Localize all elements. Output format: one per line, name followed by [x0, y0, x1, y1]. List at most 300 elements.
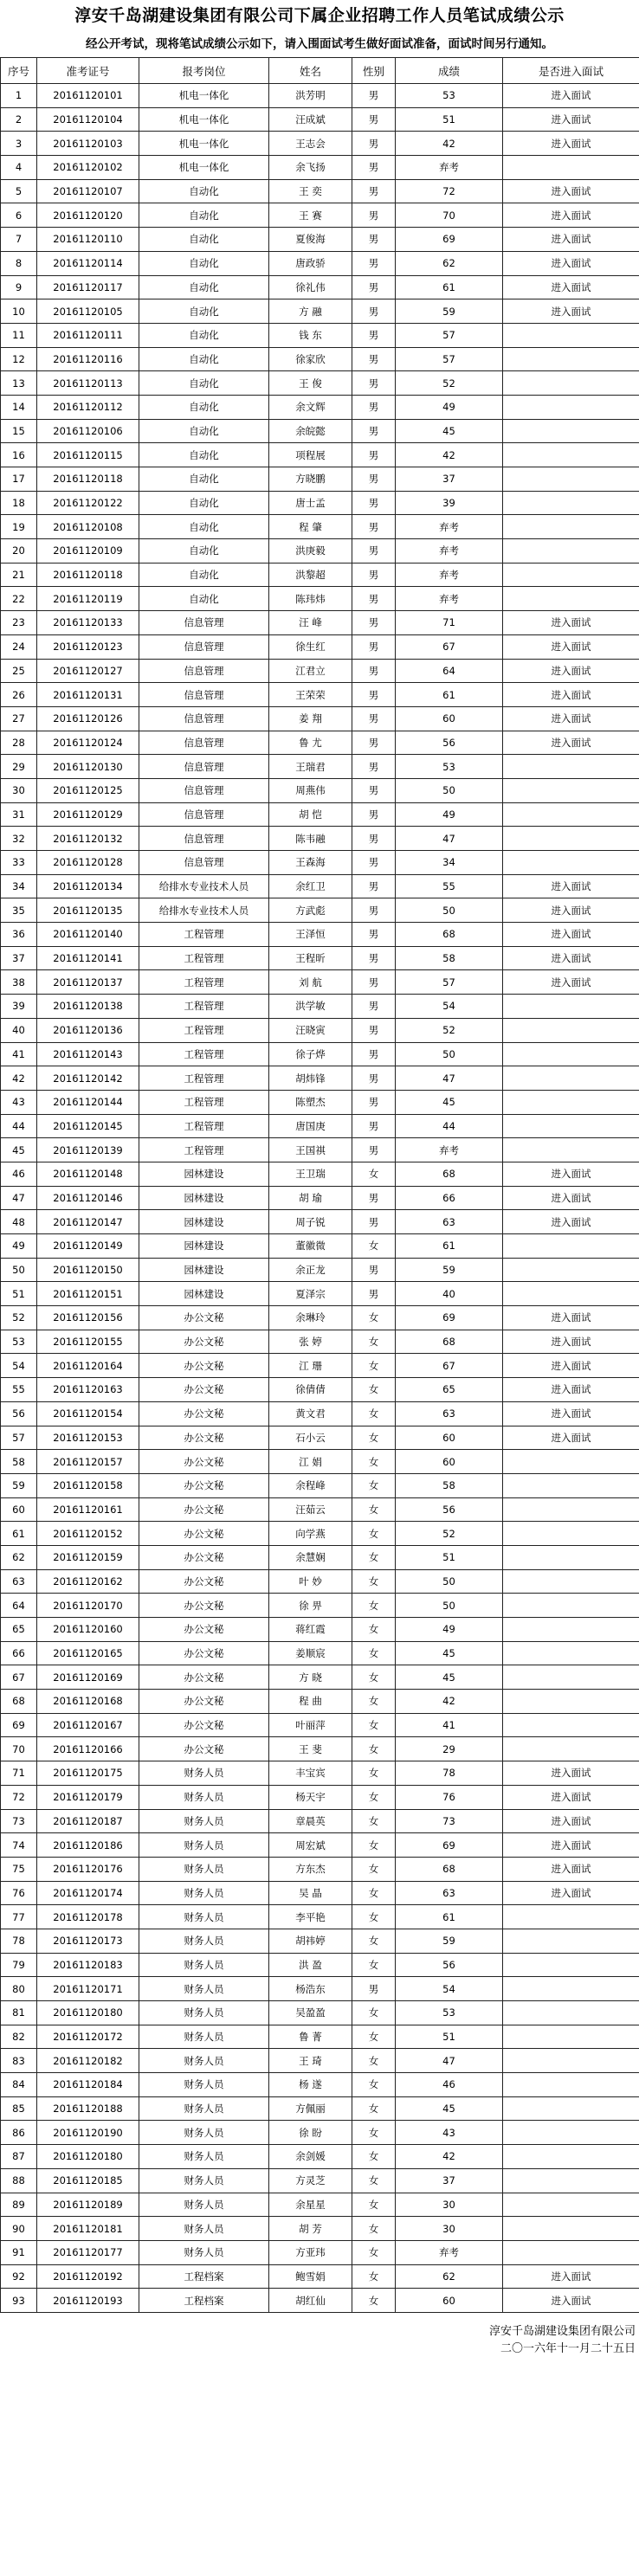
cell-exam-id: 20161120161 — [37, 1497, 139, 1522]
table-row — [1, 1522, 639, 1546]
cell-gender: 女 — [352, 1737, 396, 1761]
header-gender: 性别 — [352, 58, 396, 84]
table-row — [1, 587, 639, 611]
cell-score: 53 — [396, 2001, 503, 2025]
table-row — [1, 611, 639, 635]
cell-score: 63 — [396, 1401, 503, 1426]
cell-gender: 男 — [352, 299, 396, 324]
header-score: 成绩 — [396, 58, 503, 84]
table-row — [1, 539, 639, 564]
cell-exam-id: 20161120127 — [37, 659, 139, 683]
cell-gender: 男 — [352, 683, 396, 707]
cell-exam-id: 20161120162 — [37, 1569, 139, 1594]
cell-seq: 54 — [1, 1354, 37, 1378]
cell-position: 办公文秘 — [139, 1330, 269, 1354]
cell-seq: 50 — [1, 1258, 37, 1282]
cell-seq: 55 — [1, 1378, 37, 1402]
cell-exam-id: 20161120158 — [37, 1473, 139, 1497]
cell-seq: 92 — [1, 2264, 37, 2289]
cell-gender: 男 — [352, 755, 396, 779]
cell-position: 财务人员 — [139, 2121, 269, 2145]
cell-gender: 女 — [352, 1354, 396, 1378]
cell-exam-id: 20161120148 — [37, 1162, 139, 1186]
cell-score: 68 — [396, 1857, 503, 1881]
cell-seq: 47 — [1, 1186, 37, 1210]
cell-gender: 男 — [352, 851, 396, 875]
cell-gender: 女 — [352, 1690, 396, 1714]
cell-exam-id: 20161120182 — [37, 2049, 139, 2073]
cell-position: 自动化 — [139, 491, 269, 515]
cell-interview — [503, 539, 639, 564]
cell-name: 杨 遂 — [269, 2073, 352, 2097]
cell-score: 46 — [396, 2073, 503, 2097]
cell-position: 信息管理 — [139, 659, 269, 683]
cell-name: 王森海 — [269, 851, 352, 875]
table-row — [1, 1450, 639, 1474]
cell-interview — [503, 443, 639, 467]
cell-gender: 男 — [352, 203, 396, 228]
cell-exam-id: 20161120116 — [37, 347, 139, 371]
cell-name: 王志会 — [269, 132, 352, 156]
cell-gender: 女 — [352, 2049, 396, 2073]
table-row — [1, 84, 639, 108]
table-row — [1, 659, 639, 683]
cell-exam-id: 20161120186 — [37, 1833, 139, 1858]
table-row — [1, 275, 639, 299]
cell-interview — [503, 1114, 639, 1138]
cell-position: 自动化 — [139, 419, 269, 443]
cell-position: 财务人员 — [139, 2073, 269, 2097]
cell-position: 财务人员 — [139, 1905, 269, 1929]
cell-score: 45 — [396, 2096, 503, 2121]
cell-name: 章晨英 — [269, 1809, 352, 1833]
cell-name: 叶 妙 — [269, 1569, 352, 1594]
cell-name: 王 赛 — [269, 203, 352, 228]
cell-score: 42 — [396, 2145, 503, 2169]
cell-interview — [503, 1618, 639, 1642]
cell-interview — [503, 1545, 639, 1569]
cell-name: 洪 盈 — [269, 1953, 352, 1977]
cell-gender: 男 — [352, 995, 396, 1019]
cell-position: 财务人员 — [139, 1761, 269, 1786]
cell-score: 56 — [396, 731, 503, 755]
cell-score: 67 — [396, 1354, 503, 1378]
table-row — [1, 1426, 639, 1450]
cell-seq: 74 — [1, 1833, 37, 1858]
cell-interview — [503, 1713, 639, 1737]
cell-exam-id: 20161120106 — [37, 419, 139, 443]
cell-exam-id: 20161120102 — [37, 156, 139, 180]
cell-interview — [503, 156, 639, 180]
table-row — [1, 419, 639, 443]
cell-exam-id: 20161120108 — [37, 515, 139, 539]
cell-position: 自动化 — [139, 323, 269, 347]
cell-position: 工程管理 — [139, 1042, 269, 1066]
table-row — [1, 731, 639, 755]
cell-seq: 44 — [1, 1114, 37, 1138]
cell-seq: 67 — [1, 1665, 37, 1690]
cell-name: 姜 翔 — [269, 706, 352, 731]
cell-score: 70 — [396, 203, 503, 228]
cell-seq: 2 — [1, 107, 37, 132]
cell-gender: 男 — [352, 1114, 396, 1138]
cell-name: 胡炜锋 — [269, 1066, 352, 1091]
cell-position: 办公文秘 — [139, 1522, 269, 1546]
cell-position: 财务人员 — [139, 2193, 269, 2217]
cell-interview — [503, 1042, 639, 1066]
cell-score: 60 — [396, 706, 503, 731]
cell-score: 43 — [396, 2121, 503, 2145]
cell-position: 给排水专业技术人员 — [139, 898, 269, 923]
cell-name: 李平艳 — [269, 1905, 352, 1929]
cell-position: 办公文秘 — [139, 1737, 269, 1761]
cell-gender: 男 — [352, 1090, 396, 1114]
cell-position: 工程管理 — [139, 1090, 269, 1114]
cell-gender: 女 — [352, 2001, 396, 2025]
cell-gender: 女 — [352, 1426, 396, 1450]
cell-name: 丰宝宾 — [269, 1761, 352, 1786]
header-name: 姓名 — [269, 58, 352, 84]
cell-position: 园林建设 — [139, 1162, 269, 1186]
cell-name: 吴盈盈 — [269, 2001, 352, 2025]
cell-score: 61 — [396, 275, 503, 299]
cell-name: 余程峰 — [269, 1473, 352, 1497]
cell-gender: 女 — [352, 1665, 396, 1690]
table-row — [1, 1977, 639, 2001]
cell-interview — [503, 1018, 639, 1042]
cell-name: 鲍雪娟 — [269, 2264, 352, 2289]
table-row — [1, 2001, 639, 2025]
cell-score: 34 — [396, 851, 503, 875]
cell-score: 45 — [396, 1641, 503, 1665]
cell-score: 59 — [396, 299, 503, 324]
cell-score: 61 — [396, 683, 503, 707]
cell-gender: 女 — [352, 2264, 396, 2289]
table-row — [1, 1594, 639, 1618]
cell-gender: 女 — [352, 2289, 396, 2313]
table-row — [1, 1258, 639, 1282]
cell-position: 办公文秘 — [139, 1306, 269, 1330]
cell-position: 自动化 — [139, 539, 269, 564]
cell-seq: 53 — [1, 1330, 37, 1354]
table-row — [1, 1066, 639, 1091]
cell-seq: 61 — [1, 1522, 37, 1546]
cell-score: 56 — [396, 1953, 503, 1977]
table-row — [1, 683, 639, 707]
cell-score: 40 — [396, 1282, 503, 1306]
cell-gender: 男 — [352, 1042, 396, 1066]
cell-name: 王荣荣 — [269, 683, 352, 707]
cell-exam-id: 20161120192 — [37, 2264, 139, 2289]
cell-exam-id: 20161120103 — [37, 132, 139, 156]
cell-score: 53 — [396, 755, 503, 779]
cell-exam-id: 20161120170 — [37, 1594, 139, 1618]
table-row — [1, 467, 639, 492]
cell-exam-id: 20161120140 — [37, 923, 139, 947]
cell-seq: 45 — [1, 1138, 37, 1162]
cell-exam-id: 20161120118 — [37, 467, 139, 492]
cell-position: 自动化 — [139, 371, 269, 396]
table-row — [1, 1857, 639, 1881]
cell-interview: 进入面试 — [503, 706, 639, 731]
cell-interview — [503, 2025, 639, 2049]
cell-gender: 男 — [352, 898, 396, 923]
table-row — [1, 634, 639, 659]
cell-gender: 男 — [352, 731, 396, 755]
cell-interview: 进入面试 — [503, 1785, 639, 1809]
cell-score: 60 — [396, 1426, 503, 1450]
cell-gender: 女 — [352, 1545, 396, 1569]
cell-position: 自动化 — [139, 299, 269, 324]
table-row — [1, 179, 639, 203]
cell-interview — [503, 2217, 639, 2241]
cell-gender: 女 — [352, 1473, 396, 1497]
cell-position: 财务人员 — [139, 2168, 269, 2193]
cell-score: 68 — [396, 923, 503, 947]
cell-position: 工程管理 — [139, 1018, 269, 1042]
cell-seq: 20 — [1, 539, 37, 564]
cell-exam-id: 20161120176 — [37, 1857, 139, 1881]
cell-name: 余琳玲 — [269, 1306, 352, 1330]
cell-score: 49 — [396, 1618, 503, 1642]
table-row — [1, 2217, 639, 2241]
cell-position: 机电一体化 — [139, 84, 269, 108]
cell-name: 石小云 — [269, 1426, 352, 1450]
cell-gender: 男 — [352, 706, 396, 731]
table-row — [1, 107, 639, 132]
cell-position: 自动化 — [139, 203, 269, 228]
cell-name: 洪学敏 — [269, 995, 352, 1019]
cell-interview: 进入面试 — [503, 1809, 639, 1833]
table-row — [1, 371, 639, 396]
cell-exam-id: 20161120152 — [37, 1522, 139, 1546]
cell-position: 办公文秘 — [139, 1594, 269, 1618]
cell-score: 60 — [396, 1450, 503, 1474]
cell-seq: 33 — [1, 851, 37, 875]
cell-seq: 70 — [1, 1737, 37, 1761]
cell-seq: 9 — [1, 275, 37, 299]
cell-score: 51 — [396, 107, 503, 132]
cell-score: 59 — [396, 1929, 503, 1953]
cell-position: 财务人员 — [139, 2049, 269, 2073]
cell-name: 程 肇 — [269, 515, 352, 539]
cell-seq: 81 — [1, 2001, 37, 2025]
cell-exam-id: 20161120135 — [37, 898, 139, 923]
cell-name: 陈塑杰 — [269, 1090, 352, 1114]
cell-exam-id: 20161120107 — [37, 179, 139, 203]
cell-gender: 女 — [352, 1522, 396, 1546]
cell-seq: 37 — [1, 946, 37, 970]
cell-seq: 66 — [1, 1641, 37, 1665]
cell-gender: 女 — [352, 1785, 396, 1809]
cell-exam-id: 20161120146 — [37, 1186, 139, 1210]
cell-interview: 进入面试 — [503, 1378, 639, 1402]
cell-position: 办公文秘 — [139, 1641, 269, 1665]
cell-score: 54 — [396, 1977, 503, 2001]
cell-interview: 进入面试 — [503, 107, 639, 132]
cell-name: 徐家欣 — [269, 347, 352, 371]
cell-interview — [503, 467, 639, 492]
cell-score: 44 — [396, 1114, 503, 1138]
cell-interview — [503, 371, 639, 396]
cell-gender: 男 — [352, 228, 396, 252]
table-row — [1, 1809, 639, 1833]
table-row — [1, 1330, 639, 1354]
table-row — [1, 1138, 639, 1162]
cell-score: 55 — [396, 874, 503, 898]
cell-seq: 22 — [1, 587, 37, 611]
cell-exam-id: 20161120150 — [37, 1258, 139, 1282]
cell-name: 方佩丽 — [269, 2096, 352, 2121]
cell-position: 工程管理 — [139, 1066, 269, 1091]
cell-position: 信息管理 — [139, 731, 269, 755]
cell-score: 61 — [396, 1905, 503, 1929]
cell-name: 汪晓寅 — [269, 1018, 352, 1042]
cell-position: 办公文秘 — [139, 1690, 269, 1714]
header-exam-id: 准考证号 — [37, 58, 139, 84]
cell-exam-id: 20161120159 — [37, 1545, 139, 1569]
cell-score: 45 — [396, 1090, 503, 1114]
cell-seq: 90 — [1, 2217, 37, 2241]
cell-position: 工程档案 — [139, 2264, 269, 2289]
cell-name: 徐 畀 — [269, 1594, 352, 1618]
cell-gender: 男 — [352, 1018, 396, 1042]
cell-name: 夏俊海 — [269, 228, 352, 252]
cell-score: 59 — [396, 1258, 503, 1282]
cell-name: 王 斐 — [269, 1737, 352, 1761]
cell-position: 园林建设 — [139, 1234, 269, 1259]
cell-exam-id: 20161120134 — [37, 874, 139, 898]
cell-interview — [503, 395, 639, 419]
cell-seq: 31 — [1, 802, 37, 827]
cell-name: 余星星 — [269, 2193, 352, 2217]
cell-exam-id: 20161120132 — [37, 827, 139, 851]
cell-position: 信息管理 — [139, 634, 269, 659]
cell-position: 财务人员 — [139, 2001, 269, 2025]
cell-seq: 75 — [1, 1857, 37, 1881]
cell-interview — [503, 1066, 639, 1091]
cell-interview: 进入面试 — [503, 1833, 639, 1858]
cell-seq: 36 — [1, 923, 37, 947]
cell-exam-id: 20161120174 — [37, 1881, 139, 1905]
table-row — [1, 2145, 639, 2169]
cell-position: 办公文秘 — [139, 1354, 269, 1378]
cell-interview: 进入面试 — [503, 659, 639, 683]
table-row — [1, 2168, 639, 2193]
cell-name: 姜顺宸 — [269, 1641, 352, 1665]
cell-seq: 64 — [1, 1594, 37, 1618]
cell-score: 39 — [396, 491, 503, 515]
cell-interview: 进入面试 — [503, 1857, 639, 1881]
cell-gender: 男 — [352, 395, 396, 419]
cell-gender: 男 — [352, 1210, 396, 1234]
cell-gender: 男 — [352, 515, 396, 539]
cell-name: 杨天宇 — [269, 1785, 352, 1809]
table-row — [1, 1234, 639, 1259]
table-row — [1, 299, 639, 324]
cell-interview — [503, 1473, 639, 1497]
table-row — [1, 1953, 639, 1977]
cell-exam-id: 20161120141 — [37, 946, 139, 970]
cell-score: 57 — [396, 347, 503, 371]
cell-interview: 进入面试 — [503, 251, 639, 275]
cell-name: 江君立 — [269, 659, 352, 683]
cell-interview: 进入面试 — [503, 228, 639, 252]
cell-position: 办公文秘 — [139, 1426, 269, 1450]
cell-score: 52 — [396, 371, 503, 396]
cell-name: 洪庚毅 — [269, 539, 352, 564]
cell-interview: 进入面试 — [503, 1354, 639, 1378]
cell-interview — [503, 2049, 639, 2073]
cell-name: 余皖懿 — [269, 419, 352, 443]
cell-score: 弃考 — [396, 563, 503, 587]
cell-gender: 男 — [352, 491, 396, 515]
cell-interview: 进入面试 — [503, 611, 639, 635]
cell-seq: 85 — [1, 2096, 37, 2121]
cell-exam-id: 20161120193 — [37, 2289, 139, 2313]
cell-name: 杨浩东 — [269, 1977, 352, 2001]
cell-gender: 男 — [352, 467, 396, 492]
cell-gender: 女 — [352, 1234, 396, 1259]
cell-interview — [503, 323, 639, 347]
table-row — [1, 1114, 639, 1138]
cell-interview — [503, 1929, 639, 1953]
cell-score: 78 — [396, 1761, 503, 1786]
cell-exam-id: 20161120156 — [37, 1306, 139, 1330]
cell-gender: 男 — [352, 1066, 396, 1091]
cell-seq: 13 — [1, 371, 37, 396]
cell-interview — [503, 563, 639, 587]
cell-seq: 65 — [1, 1618, 37, 1642]
cell-position: 办公文秘 — [139, 1569, 269, 1594]
page-title: 淳安千岛湖建设集团有限公司下属企业招聘工作人员笔试成绩公示 — [74, 6, 565, 25]
cell-score: 58 — [396, 1473, 503, 1497]
cell-score: 弃考 — [396, 515, 503, 539]
cell-name: 胡祎婷 — [269, 1929, 352, 1953]
cell-interview — [503, 2121, 639, 2145]
cell-exam-id: 20161120118 — [37, 563, 139, 587]
cell-score: 56 — [396, 1497, 503, 1522]
cell-score: 54 — [396, 995, 503, 1019]
cell-name: 董徽微 — [269, 1234, 352, 1259]
cell-exam-id: 20161120166 — [37, 1737, 139, 1761]
cell-name: 汪茹云 — [269, 1497, 352, 1522]
table-row — [1, 923, 639, 947]
cell-exam-id: 20161120167 — [37, 1713, 139, 1737]
cell-exam-id: 20161120180 — [37, 2001, 139, 2025]
table-row — [1, 2289, 639, 2313]
table-row — [1, 1545, 639, 1569]
cell-score: 37 — [396, 467, 503, 492]
cell-position: 信息管理 — [139, 611, 269, 635]
cell-interview — [503, 755, 639, 779]
table-row — [1, 970, 639, 995]
cell-seq: 14 — [1, 395, 37, 419]
cell-interview: 进入面试 — [503, 1186, 639, 1210]
cell-score: 72 — [396, 179, 503, 203]
table-row — [1, 778, 639, 802]
cell-position: 财务人员 — [139, 1953, 269, 1977]
cell-name: 胡 芳 — [269, 2217, 352, 2241]
cell-interview: 进入面试 — [503, 1881, 639, 1905]
cell-interview: 进入面试 — [503, 634, 639, 659]
table-row — [1, 1618, 639, 1642]
cell-gender: 男 — [352, 634, 396, 659]
cell-interview — [503, 995, 639, 1019]
table-row — [1, 2025, 639, 2049]
header-interview: 是否进入面试 — [503, 58, 639, 84]
cell-position: 信息管理 — [139, 755, 269, 779]
